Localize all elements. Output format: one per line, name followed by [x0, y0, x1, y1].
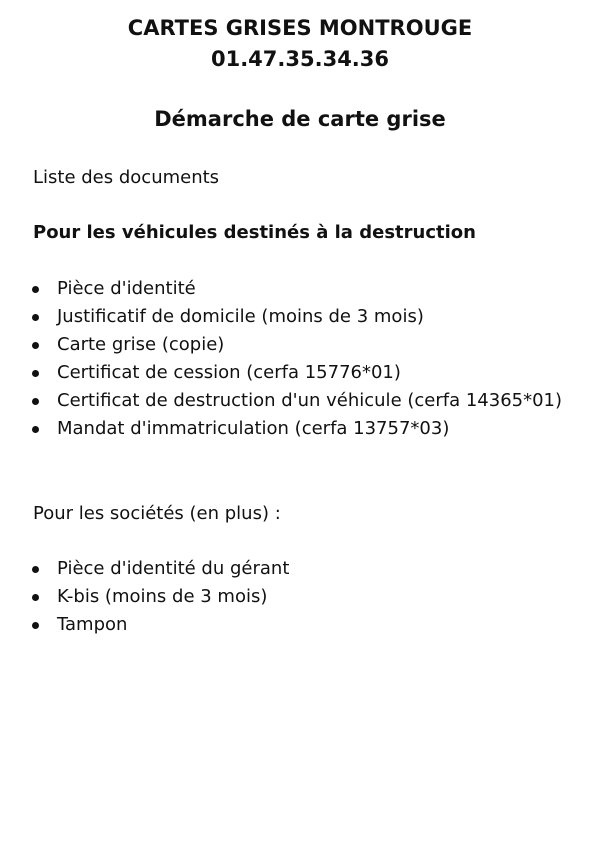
destruction-document-list	[0, 275, 562, 443]
list-item	[0, 359, 562, 387]
list-item	[0, 387, 562, 415]
phone-number: 01.47.35.34.36	[210, 47, 390, 71]
list-item-text: Tampon	[57, 614, 128, 635]
list-item-text: Certificat de destruction d'un véhicule (cerfa 14365*01)	[57, 390, 563, 411]
list-item-text: Justificatif de domicile (moins de 3 mois)	[57, 306, 424, 327]
business-name: CARTES GRISES MONTROUGE	[127, 16, 473, 40]
list-item-text: Pièce d'identité	[57, 278, 196, 299]
bullet-icon	[32, 398, 39, 405]
bullet-icon	[32, 622, 39, 629]
companies-document-list	[0, 555, 289, 639]
list-item	[0, 331, 562, 359]
bullet-icon	[32, 342, 39, 349]
list-item	[0, 275, 562, 303]
companies-heading: Pour les sociétés (en plus) :	[33, 503, 281, 524]
bullet-icon	[32, 566, 39, 573]
bullet-icon	[32, 314, 39, 321]
list-item	[0, 555, 289, 583]
list-item-text: Certificat de cession (cerfa 15776*01)	[57, 362, 401, 383]
list-item	[0, 611, 289, 639]
bullet-icon	[32, 370, 39, 377]
list-item	[0, 303, 562, 331]
bullet-icon	[32, 286, 39, 293]
list-item-text: Pièce d'identité du gérant	[57, 558, 290, 579]
page-subtitle: Démarche de carte grise	[154, 107, 446, 131]
destruction-heading: Pour les véhicules destinés à la destruction	[33, 222, 476, 243]
list-item	[0, 415, 562, 443]
list-item-text: Carte grise (copie)	[57, 334, 225, 355]
list-item-text: Mandat d'immatriculation (cerfa 13757*03)	[57, 418, 450, 439]
list-item-text: K-bis (moins de 3 mois)	[57, 586, 268, 607]
list-item	[0, 583, 289, 611]
bullet-icon	[32, 426, 39, 433]
bullet-icon	[32, 594, 39, 601]
intro-text: Liste des documents	[33, 167, 220, 188]
